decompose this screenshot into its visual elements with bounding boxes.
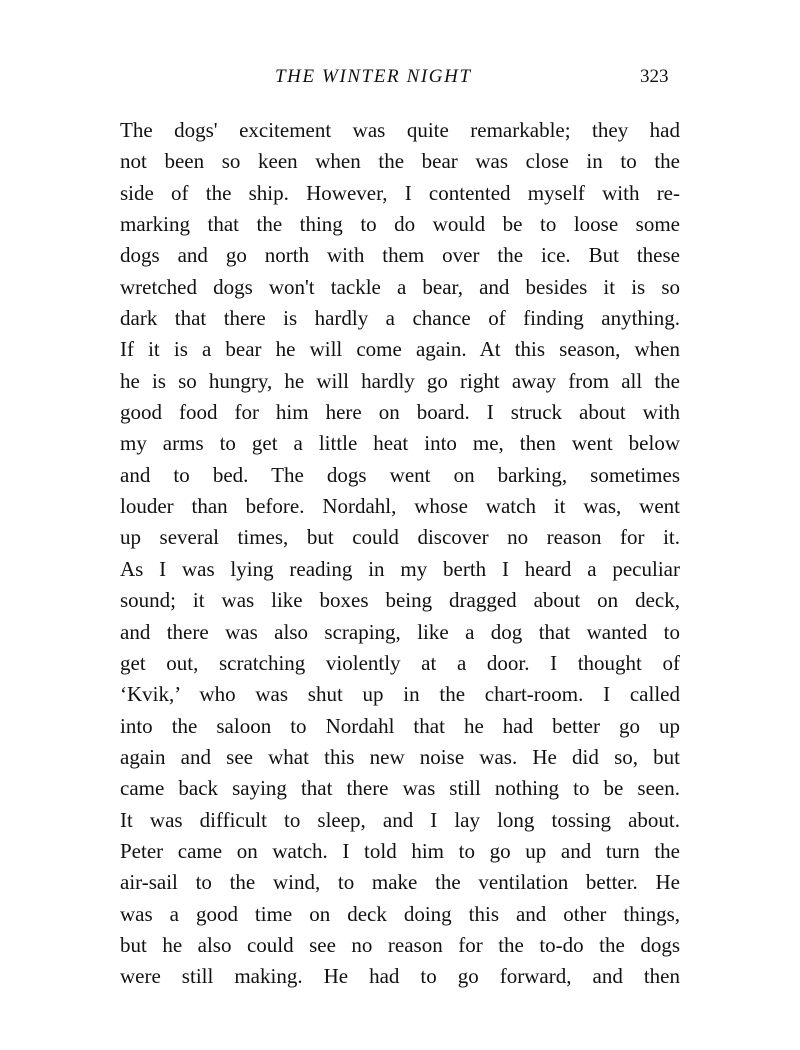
text-line: louder than before. Nordahl, whose watch it was, went [120,494,680,519]
text-line: ‘Kvik,’ who was shut up in the chart-room. I called [120,682,680,707]
text-line: again and see what this new noise was. He did so, but [120,744,680,769]
text-line: and to bed. The dogs went on barking, sometimes [120,462,680,487]
text-line: up several times, but could discover no reason for it. [120,525,680,550]
text-line: sound; it was like boxes being dragged about on deck, [120,588,680,613]
text-line: into the saloon to Nordahl that he had better go up [120,713,680,738]
body-text [120,115,680,993]
text-line: good food for him here on board. I struck about with [120,400,680,425]
text-line: and there was also scraping, like a dog that wanted to [120,619,680,644]
text-line: wretched dogs won't tackle a bear, and besides it is so [120,274,680,299]
text-line: get out, scratching violently at a door. I thought of [120,650,680,675]
text-line: dark that there is hardly a chance of finding anything. [120,306,680,331]
text-line: Peter came on watch. I told him to go up and turn the [120,838,680,863]
text-line: were still making. He had to go forward, and then [120,964,680,989]
page-number: 323 [640,66,669,87]
running-title: THE WINTER NIGHT [275,66,472,87]
text-line: not been so keen when the bear was close in to the [120,149,680,174]
text-line: The dogs' excitement was quite remarkable; they had [120,118,680,142]
text-line: dogs and go north with them over the ice. But these [120,243,680,268]
text-line: my arms to get a little heat into me, then went below [120,431,680,456]
text-line: air-sail to the wind, to make the ventilation better. He [120,870,680,895]
text-line: he is so hungry, he will hardly go right away from all the [120,368,680,393]
running-head [0,66,800,96]
text-line: As I was lying reading in my berth I heard a peculiar [120,556,680,581]
text-line: marking that the thing to do would be to loose some [120,212,680,237]
text-line: side of the ship. However, I contented myself with re- [120,180,680,205]
text-line: It was difficult to sleep, and I lay long tossing about. [120,807,680,832]
text-line: came back saying that there was still nothing to be seen. [120,776,680,801]
text-line: was a good time on deck doing this and other things, [120,901,680,926]
text-line: If it is a bear he will come again. At this season, when [120,337,680,362]
text-line: but he also could see no reason for the to-do the dogs [120,932,680,957]
